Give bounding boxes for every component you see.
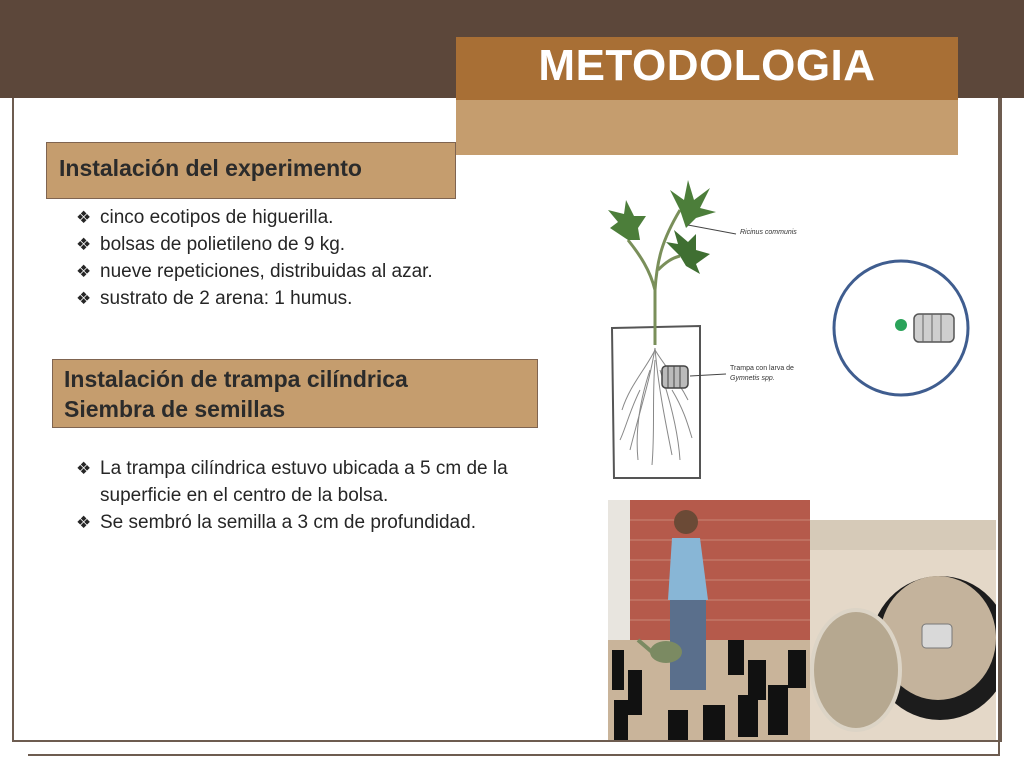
section-heading-trap [52,359,538,428]
list-item: ❖ nueve repeticiones, distribuidas al azar. [72,258,552,285]
label-trap-line2: Gymnetis spp. [730,375,775,382]
plant-bag-illustration [600,170,830,490]
list-item: ❖ sustrato de 2 arena: 1 humus. [72,285,552,312]
section-heading-trap-line2: Siembra de semillas [64,396,286,422]
list-item: ❖ cinco ecotipos de higuerilla. [72,204,552,231]
slide-title: METODOLOGIA [538,41,876,90]
section-heading-trap-line1: Instalación de trampa cilíndrica [64,366,408,392]
diamond-bullet-icon: ❖ [76,262,92,281]
trap-bullet-list [72,455,542,536]
label-plant: Ricinus communis [740,229,797,236]
list-item: ❖ Se sembró la semilla a 3 cm de profundidad. [72,509,542,536]
diamond-bullet-icon: ❖ [76,459,92,478]
diamond-bullet-icon: ❖ [76,208,92,227]
photo-watering-bags [608,500,810,740]
trap-cylinder-icon [914,314,954,342]
diamond-bullet-icon: ❖ [76,235,92,254]
list-item: ❖ bolsas de polietileno de 9 kg. [72,231,552,258]
experiment-bullet-list [72,204,552,312]
top-view-diagram [828,252,976,406]
label-trap-line1: Trampa con larva de [730,365,794,372]
list-item: ❖ La trampa cilíndrica estuvo ubicada a 5 cm de la superficie en el centro de la bolsa. [72,455,542,509]
photo-trap-in-soil [810,520,996,740]
section-heading-experiment: Instalación del experimento [46,142,456,199]
title-box [456,37,958,155]
diamond-bullet-icon: ❖ [76,289,92,308]
seed-dot-icon [895,319,907,331]
diamond-bullet-icon: ❖ [76,513,92,532]
